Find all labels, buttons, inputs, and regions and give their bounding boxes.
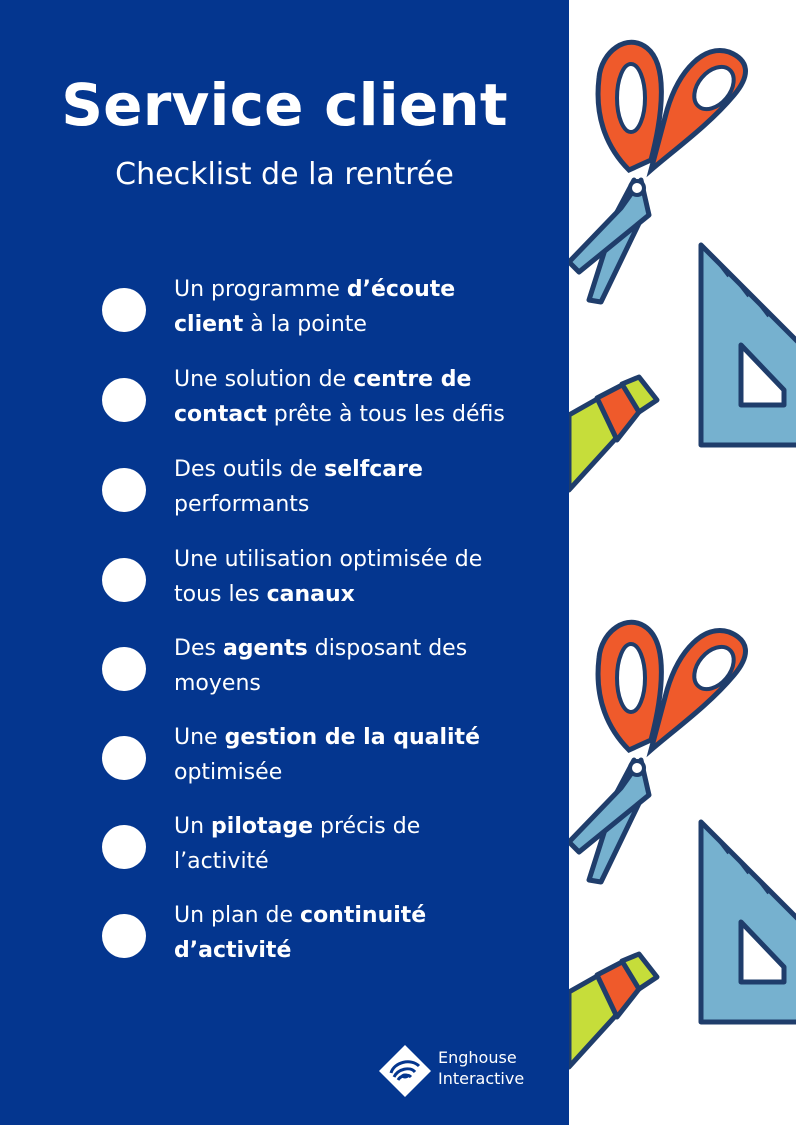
highlighter-icon bbox=[569, 377, 657, 490]
body-text: Un plan de bbox=[174, 903, 301, 928]
body-text: Un bbox=[174, 814, 212, 839]
checklist-item-text bbox=[174, 720, 544, 790]
checklist-item-line bbox=[174, 452, 544, 487]
set-square-icon bbox=[701, 245, 796, 445]
body-text: disposant des bbox=[307, 636, 468, 661]
checklist-item-line bbox=[174, 755, 544, 790]
checklist-item bbox=[0, 898, 569, 978]
checkbox-circle-icon bbox=[102, 825, 146, 869]
highlighted-text: pilotage bbox=[211, 814, 314, 839]
checkbox-circle-icon bbox=[102, 558, 146, 602]
checklist-item-line bbox=[174, 362, 544, 397]
body-text: Des bbox=[174, 636, 223, 661]
checklist-item-line bbox=[174, 933, 544, 968]
highlighted-text: selfcare bbox=[324, 457, 423, 482]
page-subtitle: Checklist de la rentrée bbox=[115, 157, 454, 192]
highlighted-text: d’activité bbox=[174, 938, 292, 963]
checklist-item bbox=[0, 362, 569, 442]
checkbox-circle-icon bbox=[102, 914, 146, 958]
checklist-item-line bbox=[174, 397, 544, 432]
checklist-item bbox=[0, 720, 569, 800]
body-text: l’activité bbox=[174, 849, 269, 874]
highlighted-text: centre de bbox=[353, 367, 472, 392]
body-text: prête à tous les défis bbox=[266, 402, 505, 427]
logo-text bbox=[438, 1047, 524, 1089]
body-text: Une utilisation optimisée de bbox=[174, 547, 483, 572]
logo-line-2: Interactive bbox=[438, 1069, 525, 1088]
checklist-item-line bbox=[174, 720, 544, 755]
set-square-icon bbox=[701, 822, 796, 1022]
highlighted-text: contact bbox=[174, 402, 267, 427]
highlighted-text: d’écoute bbox=[346, 277, 456, 302]
checklist-item bbox=[0, 272, 569, 352]
enghouse-diamond-swirl-icon bbox=[378, 1044, 432, 1098]
checkbox-circle-icon bbox=[102, 378, 146, 422]
body-text: précis de bbox=[313, 814, 421, 839]
body-text: à la pointe bbox=[243, 312, 367, 337]
checklist-item-line bbox=[174, 487, 544, 522]
body-text: Des outils de bbox=[174, 457, 325, 482]
checklist-item bbox=[0, 631, 569, 711]
highlighted-text: canaux bbox=[266, 582, 355, 607]
checklist-item-line bbox=[174, 666, 544, 701]
body-text: Une bbox=[174, 725, 225, 750]
checklist-item bbox=[0, 452, 569, 532]
highlighted-text: continuité bbox=[300, 903, 427, 928]
body-text: tous les bbox=[174, 582, 267, 607]
checklist-item-line bbox=[174, 898, 544, 933]
checklist-item bbox=[0, 809, 569, 889]
checkbox-circle-icon bbox=[102, 736, 146, 780]
body-text: moyens bbox=[174, 671, 261, 696]
checklist-item-line bbox=[174, 631, 544, 666]
highlighted-text: gestion de la qualité bbox=[224, 725, 480, 750]
checklist-item-text bbox=[174, 631, 544, 701]
highlighted-text: client bbox=[174, 312, 244, 337]
checklist-item-line bbox=[174, 272, 544, 307]
checklist-item-text bbox=[174, 452, 544, 522]
enghouse-logo bbox=[378, 1042, 548, 1102]
checklist-item-line bbox=[174, 809, 544, 844]
checklist-item-text bbox=[174, 542, 544, 612]
checklist-item-text bbox=[174, 898, 544, 968]
checklist-item-text bbox=[174, 272, 544, 342]
checklist-item-line bbox=[174, 844, 544, 879]
body-text: Un programme bbox=[174, 277, 347, 302]
body-text: optimisée bbox=[174, 760, 283, 785]
checklist-item-text bbox=[174, 362, 544, 432]
checklist-item bbox=[0, 542, 569, 622]
checklist-item-line bbox=[174, 577, 544, 612]
body-text: performants bbox=[174, 492, 310, 517]
checkbox-circle-icon bbox=[102, 468, 146, 512]
checklist-item-line bbox=[174, 307, 544, 342]
checkbox-circle-icon bbox=[102, 647, 146, 691]
body-text: Une solution de bbox=[174, 367, 354, 392]
checkbox-circle-icon bbox=[102, 288, 146, 332]
checklist-item-text bbox=[174, 809, 544, 879]
highlighter-icon bbox=[569, 954, 657, 1067]
page-title: Service client bbox=[61, 71, 508, 139]
checklist-item-line bbox=[174, 542, 544, 577]
highlighted-text: agents bbox=[222, 636, 308, 661]
logo-line-1: Enghouse bbox=[438, 1048, 517, 1067]
decoration-strip bbox=[569, 0, 796, 1125]
